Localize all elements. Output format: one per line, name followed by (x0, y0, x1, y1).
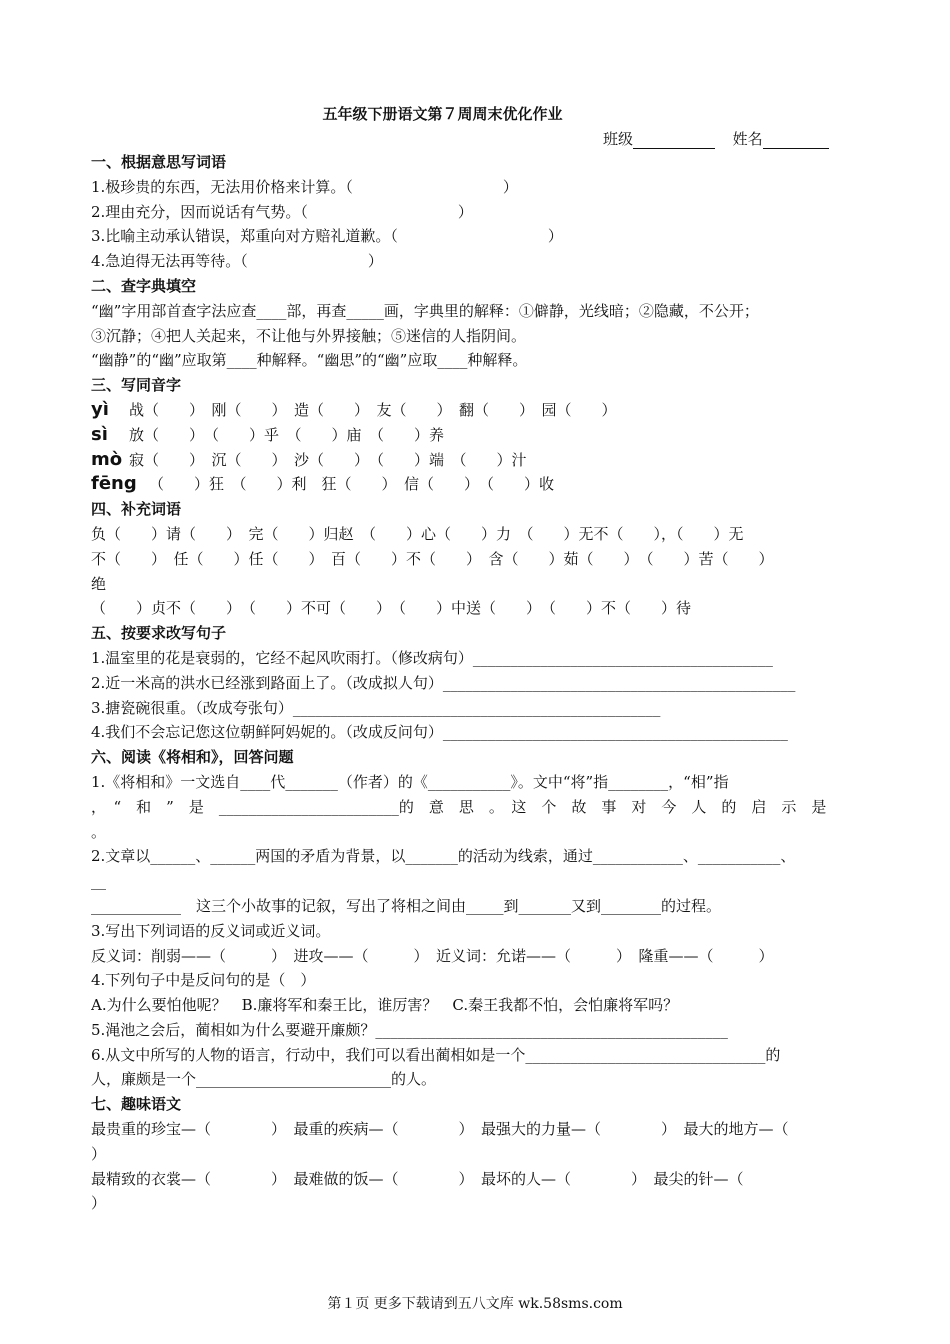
worksheet-content (91, 150, 861, 1216)
page-footer: 第１页 更多下载请到五八文库 wk.58sms.com (327, 1296, 623, 1312)
question-line: 1.极珍贵的东西，无法用价格来计算。（ ） (91, 177, 518, 196)
question-line: 1.温室里的花是衰弱的，它经不起风吹雨打。（修改病句）________________________________________ (91, 648, 773, 667)
homophone-row (91, 423, 861, 448)
question-line: “幽静”的“幽”应取第____种解释。“幽思”的“幽”应取____种解释。 (91, 351, 528, 370)
question-line: 3.搪瓷碗很重。（改成夸张句）_________________________________________________ (91, 698, 661, 717)
section-heading: 六、阅读《将相和》，回答问题 (91, 748, 294, 767)
question-line: A.为什么要怕他呢？ B.廉将军和秦王比，谁厉害？ C.秦王我都不怕，会怕廉将军吗？ (91, 996, 679, 1015)
question-line: __ (91, 872, 106, 891)
section-heading: 一、根据意思写词语 (91, 153, 227, 171)
question-line: ③沉静；④把人关起来，不让他与外界接触；⑤迷信的人指阴间。 (91, 326, 527, 345)
question-line: 4.急迫得无法再等待。（ ） (91, 252, 383, 271)
question-line: 绝 (91, 574, 107, 593)
question-line: ， “ 和 ” 是 ________________________的 意 思 。 这 个 故 事 对 今 人 的 启 示 是 (91, 797, 827, 816)
question-line: 不（ ） 任（ ）任（ ） 百（ ）不（ ） 含（ ）茹（ ） （ ）苦（ ） (91, 549, 774, 568)
question-line: 1.《将相和》一文选自____代_______（作者）的《___________》。文中“将”指________，“相”指 (91, 772, 729, 791)
pinyin-label: mò (91, 448, 123, 470)
question-line: 4.我们不会忘记您这位朝鲜阿妈妮的。（改成反问句）______________________________________________ (91, 723, 788, 742)
section-heading: 七、趣味语文 (91, 1095, 182, 1114)
question-line: 人，廉颇是一个__________________________的人。 (91, 1070, 437, 1089)
question-line: 2.近一米高的洪水已经涨到路面上了。（改成拟人句）_______________________________________________ (91, 673, 796, 692)
section-heading: 二、查字典填空 (91, 276, 197, 295)
homophone-blanks: 寂（ ） 沉（ ） 沙（ ） （ ）端 （ ）汁 (129, 450, 527, 469)
question-line: ____________ 这三个小故事的记叙，写出了将相之间由_____到_______又到________的过程。 (91, 896, 722, 915)
question-line: “幽”字用部首查字法应查____部，再查_____画，字典里的解释：①僻静，光线暗；②隐藏，不公开； (91, 301, 759, 320)
section-heading: 五、按要求改写句子 (91, 624, 227, 643)
question-line: 2.理由充分，因而说话有气势。（ ） (91, 202, 473, 221)
homophone-blanks: 放（ ） （ ）乎 （ ）庙 （ ）养 (129, 425, 445, 444)
section-heading: 四、补充词语 (91, 500, 182, 519)
question-line: （ ）贞不（ ） （ ）不可（ ） （ ）中送（ ） （ ）不（ ）待 (91, 599, 692, 618)
student-info (603, 128, 829, 149)
section-heading: 三、写同音字 (91, 376, 182, 395)
name-blank[interactable] (763, 132, 829, 149)
question-line: 最精致的衣裳—（ ） 最难做的饭—（ ） 最坏的人—（ ） 最尖的针—（ (91, 1169, 744, 1188)
class-label: 班级 (603, 130, 634, 148)
pinyin-label: fēng (91, 473, 137, 495)
homophone-blanks: 战（ ） 刚（ ） 造（ ） 友（ ） 翻（ ） 园（ ） (129, 400, 617, 419)
question-line: 最贵重的珍宝—（ ） 最重的疾病—（ ） 最强大的力量—（ ） 最大的地方—（ (91, 1120, 789, 1139)
pinyin-label: sì (91, 423, 108, 445)
question-line: ） (91, 1144, 107, 1163)
question-line: 2.文章以______、______两国的矛盾为背景，以_______的活动为线索，通过____________、___________、 (91, 847, 796, 866)
homophone-row (91, 448, 861, 473)
homophone-row (91, 398, 861, 423)
question-line: ） (91, 1194, 107, 1213)
question-line: 负（ ）请（ ） 完（ ）归赵 （ ）心（ ）力 （ ）无不（ ），（ ）无 (91, 524, 744, 543)
pinyin-label: yì (91, 398, 109, 420)
question-line: 3.比喻主动承认错误，郑重向对方赔礼道歉。（ ） (91, 227, 563, 246)
question-line: 5.渑池之会后，蔺相如为什么要避开廉颇？_______________________________________________ (91, 1020, 728, 1039)
question-line: 4.下列句子中是反问句的是（ ） (91, 971, 316, 990)
question-line: 反义词：削弱——（ ） 进攻——（ ） 近义词：允诺——（ ） 隆重——（ ） (91, 946, 774, 965)
question-line: 6.从文中所写的人物的语言，行动中，我们可以看出蔺相如是一个________________________________的 (91, 1045, 781, 1064)
homophone-blanks: （ ）狂 （ ）利 狂（ ） 信（ ） （ ）收 (149, 475, 555, 494)
question-line: 3.写出下列词语的反义词或近义词。 (91, 921, 331, 940)
homophone-row (91, 472, 861, 497)
name-label: 姓名 (732, 130, 763, 148)
document-title: 五年级下册语文第７周周末优化作业 (322, 105, 563, 123)
class-blank[interactable] (633, 132, 715, 149)
question-line: 。 (91, 822, 107, 841)
